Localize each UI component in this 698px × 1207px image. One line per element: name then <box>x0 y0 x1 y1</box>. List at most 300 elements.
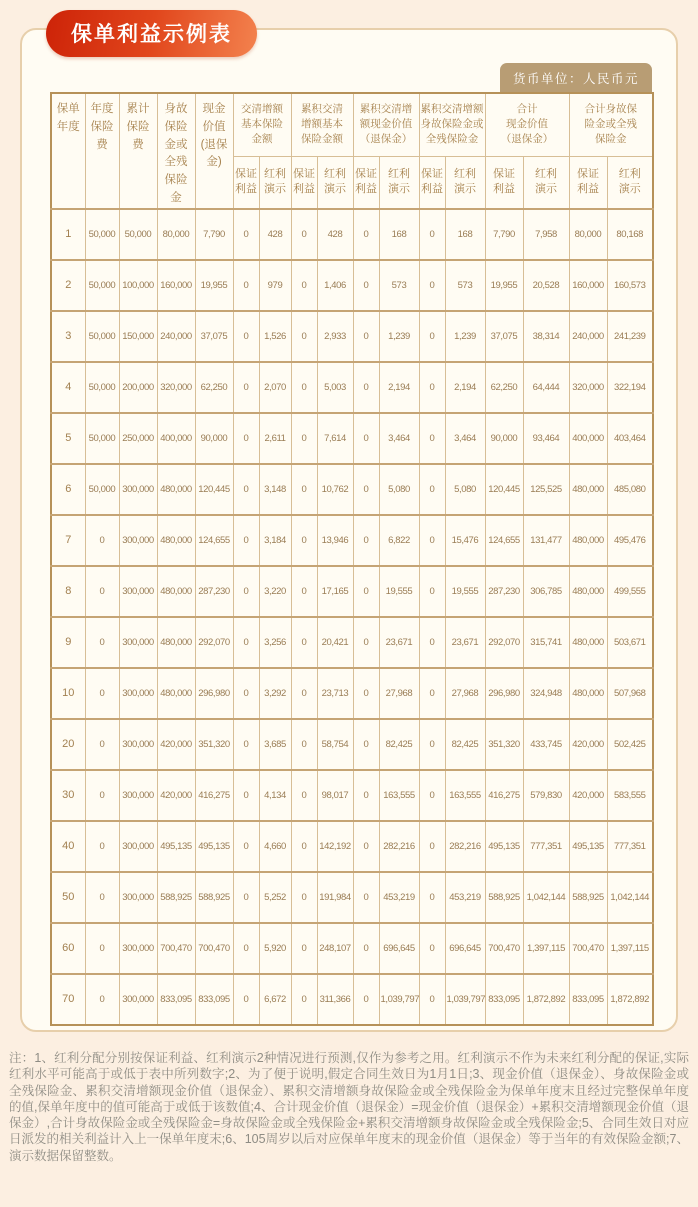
header-cumulative-premium: 累计 保险 费 <box>119 93 157 209</box>
policy-year-cell: 5 <box>51 413 85 464</box>
value-cell: 499,555 <box>607 566 653 617</box>
page <box>0 23 698 1207</box>
value-cell: 485,080 <box>607 464 653 515</box>
value-cell: 428 <box>259 209 291 260</box>
value-cell: 50,000 <box>85 362 119 413</box>
value-cell: 0 <box>353 974 379 1025</box>
value-cell: 351,320 <box>195 719 233 770</box>
policy-year-cell: 30 <box>51 770 85 821</box>
value-cell: 583,555 <box>607 770 653 821</box>
value-cell: 0 <box>353 413 379 464</box>
value-cell: 0 <box>353 668 379 719</box>
table-row <box>51 974 653 1025</box>
sub-header-cell: 红利 演示 <box>523 156 569 209</box>
header-group-cumulative-paidup-death-benefit: 累积交清增额 身故保险金或 全残保险金 <box>419 93 485 156</box>
table-row <box>51 566 653 617</box>
value-cell: 1,039,797 <box>445 974 485 1025</box>
value-cell: 292,070 <box>485 617 523 668</box>
value-cell: 62,250 <box>195 362 233 413</box>
value-cell: 315,741 <box>523 617 569 668</box>
value-cell: 0 <box>291 464 317 515</box>
value-cell: 5,080 <box>379 464 419 515</box>
page-title-badge: 保单利益示例表 <box>46 10 257 57</box>
value-cell: 1,239 <box>379 311 419 362</box>
value-cell: 1,526 <box>259 311 291 362</box>
value-cell: 0 <box>233 362 259 413</box>
value-cell: 3,256 <box>259 617 291 668</box>
value-cell: 0 <box>233 668 259 719</box>
value-cell: 480,000 <box>569 515 607 566</box>
value-cell: 0 <box>291 770 317 821</box>
value-cell: 0 <box>353 923 379 974</box>
value-cell: 7,790 <box>195 209 233 260</box>
value-cell: 0 <box>233 413 259 464</box>
value-cell: 0 <box>353 770 379 821</box>
value-cell: 4,660 <box>259 821 291 872</box>
value-cell: 588,925 <box>195 872 233 923</box>
value-cell: 292,070 <box>195 617 233 668</box>
value-cell: 420,000 <box>569 719 607 770</box>
value-cell: 480,000 <box>157 617 195 668</box>
value-cell: 696,645 <box>445 923 485 974</box>
value-cell: 4,134 <box>259 770 291 821</box>
value-cell: 5,252 <box>259 872 291 923</box>
value-cell: 300,000 <box>119 719 157 770</box>
table-row <box>51 821 653 872</box>
value-cell: 0 <box>85 668 119 719</box>
value-cell: 495,135 <box>157 821 195 872</box>
value-cell: 13,946 <box>317 515 353 566</box>
value-cell: 300,000 <box>119 821 157 872</box>
policy-year-cell: 50 <box>51 872 85 923</box>
value-cell: 50,000 <box>85 209 119 260</box>
table-row <box>51 260 653 311</box>
value-cell: 38,314 <box>523 311 569 362</box>
value-cell: 125,525 <box>523 464 569 515</box>
table-row <box>51 872 653 923</box>
value-cell: 502,425 <box>607 719 653 770</box>
value-cell: 1,042,144 <box>607 872 653 923</box>
value-cell: 300,000 <box>119 515 157 566</box>
sub-header-cell: 红利 演示 <box>259 156 291 209</box>
value-cell: 124,655 <box>485 515 523 566</box>
value-cell: 433,745 <box>523 719 569 770</box>
value-cell: 0 <box>233 974 259 1025</box>
value-cell: 82,425 <box>379 719 419 770</box>
value-cell: 0 <box>291 821 317 872</box>
value-cell: 0 <box>291 311 317 362</box>
value-cell: 403,464 <box>607 413 653 464</box>
value-cell: 100,000 <box>119 260 157 311</box>
policy-year-cell: 6 <box>51 464 85 515</box>
value-cell: 19,555 <box>379 566 419 617</box>
value-cell: 5,003 <box>317 362 353 413</box>
sub-header-cell: 保证 利益 <box>353 156 379 209</box>
value-cell: 0 <box>233 719 259 770</box>
value-cell: 0 <box>85 974 119 1025</box>
value-cell: 2,194 <box>379 362 419 413</box>
value-cell: 1,039,797 <box>379 974 419 1025</box>
value-cell: 300,000 <box>119 617 157 668</box>
table-row <box>51 464 653 515</box>
value-cell: 80,168 <box>607 209 653 260</box>
value-cell: 0 <box>85 617 119 668</box>
value-cell: 142,192 <box>317 821 353 872</box>
header-cash-value: 现金 价值 (退保 金) <box>195 93 233 209</box>
header-group-cumulative-paidup-cash-value: 累积交清增 额现金价值 （退保金） <box>353 93 419 156</box>
value-cell: 0 <box>419 872 445 923</box>
value-cell: 0 <box>419 566 445 617</box>
value-cell: 160,573 <box>607 260 653 311</box>
value-cell: 495,135 <box>195 821 233 872</box>
value-cell: 0 <box>233 515 259 566</box>
header-annual-premium: 年度 保险 费 <box>85 93 119 209</box>
value-cell: 19,555 <box>445 566 485 617</box>
value-cell: 1,397,115 <box>523 923 569 974</box>
table-row <box>51 362 653 413</box>
value-cell: 64,444 <box>523 362 569 413</box>
value-cell: 420,000 <box>569 770 607 821</box>
value-cell: 2,611 <box>259 413 291 464</box>
value-cell: 573 <box>445 260 485 311</box>
value-cell: 0 <box>233 770 259 821</box>
value-cell: 0 <box>419 413 445 464</box>
value-cell: 480,000 <box>157 566 195 617</box>
value-cell: 50,000 <box>119 209 157 260</box>
header-group-paidup-amount: 交清增额 基本保险 金额 <box>233 93 291 156</box>
policy-year-cell: 3 <box>51 311 85 362</box>
table-row <box>51 719 653 770</box>
value-cell: 0 <box>353 311 379 362</box>
value-cell: 579,830 <box>523 770 569 821</box>
value-cell: 0 <box>353 719 379 770</box>
sub-header-cell: 保证 利益 <box>485 156 523 209</box>
policy-year-cell: 1 <box>51 209 85 260</box>
value-cell: 2,070 <box>259 362 291 413</box>
value-cell: 573 <box>379 260 419 311</box>
value-cell: 241,239 <box>607 311 653 362</box>
value-cell: 0 <box>85 770 119 821</box>
value-cell: 5,080 <box>445 464 485 515</box>
value-cell: 453,219 <box>379 872 419 923</box>
value-cell: 480,000 <box>569 566 607 617</box>
value-cell: 428 <box>317 209 353 260</box>
value-cell: 420,000 <box>157 719 195 770</box>
value-cell: 0 <box>291 566 317 617</box>
value-cell: 420,000 <box>157 770 195 821</box>
value-cell: 3,464 <box>445 413 485 464</box>
value-cell: 0 <box>419 515 445 566</box>
value-cell: 287,230 <box>195 566 233 617</box>
value-cell: 833,095 <box>569 974 607 1025</box>
value-cell: 0 <box>419 719 445 770</box>
value-cell: 507,968 <box>607 668 653 719</box>
policy-year-cell: 4 <box>51 362 85 413</box>
value-cell: 300,000 <box>119 668 157 719</box>
value-cell: 282,216 <box>379 821 419 872</box>
value-cell: 50,000 <box>85 413 119 464</box>
header-group-total-cash-value: 合计 现金价值 （退保金） <box>485 93 569 156</box>
value-cell: 0 <box>419 464 445 515</box>
value-cell: 20,421 <box>317 617 353 668</box>
value-cell: 700,470 <box>195 923 233 974</box>
value-cell: 416,275 <box>485 770 523 821</box>
value-cell: 700,470 <box>157 923 195 974</box>
value-cell: 1,406 <box>317 260 353 311</box>
value-cell: 696,645 <box>379 923 419 974</box>
value-cell: 833,095 <box>485 974 523 1025</box>
value-cell: 453,219 <box>445 872 485 923</box>
table-body <box>51 209 653 1025</box>
value-cell: 0 <box>291 617 317 668</box>
value-cell: 0 <box>353 260 379 311</box>
value-cell: 0 <box>419 821 445 872</box>
value-cell: 300,000 <box>119 464 157 515</box>
value-cell: 495,135 <box>485 821 523 872</box>
value-cell: 2,933 <box>317 311 353 362</box>
value-cell: 0 <box>233 821 259 872</box>
value-cell: 0 <box>353 617 379 668</box>
value-cell: 3,464 <box>379 413 419 464</box>
value-cell: 0 <box>291 974 317 1025</box>
policy-year-cell: 2 <box>51 260 85 311</box>
value-cell: 80,000 <box>157 209 195 260</box>
value-cell: 480,000 <box>569 617 607 668</box>
value-cell: 777,351 <box>607 821 653 872</box>
value-cell: 82,425 <box>445 719 485 770</box>
value-cell: 248,107 <box>317 923 353 974</box>
value-cell: 124,655 <box>195 515 233 566</box>
value-cell: 3,685 <box>259 719 291 770</box>
sub-header-cell: 红利 演示 <box>317 156 353 209</box>
footnotes: 注：1、红利分配分别按保证利益、红利演示2种情况进行预测,仅作为参考之用。红利演示不作为未来红利分配的保证,实际红利水平可能高于或低于表中所列数字;2、为了便于说明,假定合同生效日为1月1日;3、现金价值（退保金）、身故保险金或全残保险金、累积交清增额现金价值（退保金）、累积交清增额身故保险金或全残保险金为保单年度末且经过完整保单年度的值,保单年度中的值可能高于或低于该数值;4、合计现金价值（退保金）=现金价值（退保金）+累积交清增额现金价值（退保金）,合计身故保险金或全残保险金=身故保险金或全残保险金+累积交清增额身故保险金或全残保险金;5、合同生效日对应日派发的相关利益计入上一保单年度末;6、105周岁以后对应保单年度末的现金价值（退保金）等于当年的有效保险金额;7、演示数据保留整数。 <box>9 1051 689 1163</box>
value-cell: 0 <box>85 719 119 770</box>
value-cell: 0 <box>85 566 119 617</box>
value-cell: 0 <box>419 617 445 668</box>
value-cell: 416,275 <box>195 770 233 821</box>
value-cell: 700,470 <box>485 923 523 974</box>
value-cell: 37,075 <box>485 311 523 362</box>
value-cell: 2,194 <box>445 362 485 413</box>
table-row <box>51 209 653 260</box>
sub-header-cell: 保证 利益 <box>233 156 259 209</box>
value-cell: 0 <box>85 872 119 923</box>
policy-year-cell: 8 <box>51 566 85 617</box>
value-cell: 3,184 <box>259 515 291 566</box>
value-cell: 160,000 <box>569 260 607 311</box>
value-cell: 0 <box>85 923 119 974</box>
table-row <box>51 413 653 464</box>
value-cell: 1,872,892 <box>607 974 653 1025</box>
value-cell: 37,075 <box>195 311 233 362</box>
value-cell: 7,958 <box>523 209 569 260</box>
value-cell: 163,555 <box>445 770 485 821</box>
value-cell: 0 <box>419 362 445 413</box>
value-cell: 58,754 <box>317 719 353 770</box>
value-cell: 163,555 <box>379 770 419 821</box>
benefit-table <box>50 92 654 1026</box>
value-cell: 300,000 <box>119 872 157 923</box>
policy-year-cell: 70 <box>51 974 85 1025</box>
table-area <box>50 72 652 1026</box>
header-policy-year: 保单 年度 <box>51 93 85 209</box>
value-cell: 240,000 <box>569 311 607 362</box>
table-row <box>51 311 653 362</box>
value-cell: 300,000 <box>119 770 157 821</box>
value-cell: 0 <box>419 923 445 974</box>
value-cell: 300,000 <box>119 923 157 974</box>
value-cell: 3,292 <box>259 668 291 719</box>
sub-header-cell: 红利 演示 <box>607 156 653 209</box>
value-cell: 191,984 <box>317 872 353 923</box>
value-cell: 1,872,892 <box>523 974 569 1025</box>
value-cell: 1,042,144 <box>523 872 569 923</box>
value-cell: 0 <box>233 923 259 974</box>
value-cell: 0 <box>233 566 259 617</box>
value-cell: 0 <box>85 515 119 566</box>
policy-year-cell: 60 <box>51 923 85 974</box>
value-cell: 0 <box>419 260 445 311</box>
value-cell: 80,000 <box>569 209 607 260</box>
value-cell: 503,671 <box>607 617 653 668</box>
value-cell: 0 <box>85 821 119 872</box>
value-cell: 19,955 <box>195 260 233 311</box>
value-cell: 6,822 <box>379 515 419 566</box>
value-cell: 0 <box>419 974 445 1025</box>
policy-year-cell: 7 <box>51 515 85 566</box>
value-cell: 0 <box>353 515 379 566</box>
value-cell: 0 <box>233 260 259 311</box>
value-cell: 480,000 <box>569 668 607 719</box>
value-cell: 50,000 <box>85 260 119 311</box>
value-cell: 588,925 <box>157 872 195 923</box>
value-cell: 160,000 <box>157 260 195 311</box>
value-cell: 3,148 <box>259 464 291 515</box>
value-cell: 23,713 <box>317 668 353 719</box>
value-cell: 0 <box>291 413 317 464</box>
value-cell: 324,948 <box>523 668 569 719</box>
value-cell: 5,920 <box>259 923 291 974</box>
value-cell: 23,671 <box>379 617 419 668</box>
table-row <box>51 770 653 821</box>
value-cell: 0 <box>291 872 317 923</box>
value-cell: 287,230 <box>485 566 523 617</box>
value-cell: 0 <box>233 464 259 515</box>
value-cell: 200,000 <box>119 362 157 413</box>
value-cell: 480,000 <box>569 464 607 515</box>
table-row <box>51 515 653 566</box>
value-cell: 480,000 <box>157 515 195 566</box>
header-death-benefit: 身故 保险 金或 全残 保险 金 <box>157 93 195 209</box>
value-cell: 400,000 <box>569 413 607 464</box>
value-cell: 0 <box>291 362 317 413</box>
sub-header-cell: 保证 利益 <box>569 156 607 209</box>
value-cell: 7,614 <box>317 413 353 464</box>
value-cell: 120,445 <box>485 464 523 515</box>
value-cell: 0 <box>353 362 379 413</box>
value-cell: 0 <box>291 923 317 974</box>
value-cell: 6,672 <box>259 974 291 1025</box>
value-cell: 3,220 <box>259 566 291 617</box>
value-cell: 19,955 <box>485 260 523 311</box>
value-cell: 50,000 <box>85 464 119 515</box>
sub-header-cell: 保证 利益 <box>291 156 317 209</box>
value-cell: 495,476 <box>607 515 653 566</box>
value-cell: 20,528 <box>523 260 569 311</box>
header-group-cumulative-paidup-amount: 累积交清 增额基本 保险金额 <box>291 93 353 156</box>
value-cell: 300,000 <box>119 566 157 617</box>
value-cell: 0 <box>233 617 259 668</box>
value-cell: 480,000 <box>157 668 195 719</box>
value-cell: 120,445 <box>195 464 233 515</box>
value-cell: 0 <box>419 209 445 260</box>
value-cell: 296,980 <box>485 668 523 719</box>
value-cell: 0 <box>291 260 317 311</box>
value-cell: 0 <box>291 668 317 719</box>
policy-year-cell: 10 <box>51 668 85 719</box>
table-row <box>51 617 653 668</box>
value-cell: 17,165 <box>317 566 353 617</box>
value-cell: 0 <box>419 770 445 821</box>
value-cell: 15,476 <box>445 515 485 566</box>
value-cell: 0 <box>233 311 259 362</box>
value-cell: 322,194 <box>607 362 653 413</box>
value-cell: 0 <box>353 872 379 923</box>
value-cell: 300,000 <box>119 974 157 1025</box>
value-cell: 0 <box>353 209 379 260</box>
value-cell: 400,000 <box>157 413 195 464</box>
value-cell: 0 <box>353 464 379 515</box>
value-cell: 777,351 <box>523 821 569 872</box>
sub-header-cell: 红利 演示 <box>379 156 419 209</box>
value-cell: 588,925 <box>485 872 523 923</box>
sub-header-cell: 红利 演示 <box>445 156 485 209</box>
value-cell: 311,366 <box>317 974 353 1025</box>
value-cell: 833,095 <box>157 974 195 1025</box>
value-cell: 90,000 <box>485 413 523 464</box>
value-cell: 296,980 <box>195 668 233 719</box>
policy-year-cell: 9 <box>51 617 85 668</box>
value-cell: 90,000 <box>195 413 233 464</box>
value-cell: 495,135 <box>569 821 607 872</box>
value-cell: 0 <box>353 566 379 617</box>
table-row <box>51 668 653 719</box>
value-cell: 0 <box>419 311 445 362</box>
sub-header-cell: 保证 利益 <box>419 156 445 209</box>
policy-year-cell: 40 <box>51 821 85 872</box>
value-cell: 0 <box>233 872 259 923</box>
header-group-row <box>51 93 653 156</box>
value-cell: 10,762 <box>317 464 353 515</box>
value-cell: 1,239 <box>445 311 485 362</box>
value-cell: 0 <box>291 209 317 260</box>
value-cell: 320,000 <box>157 362 195 413</box>
value-cell: 480,000 <box>157 464 195 515</box>
currency-unit-badge: 货币单位：人民币元 <box>500 63 652 92</box>
value-cell: 1,397,115 <box>607 923 653 974</box>
value-cell: 27,968 <box>445 668 485 719</box>
value-cell: 23,671 <box>445 617 485 668</box>
value-cell: 131,477 <box>523 515 569 566</box>
value-cell: 0 <box>291 719 317 770</box>
value-cell: 0 <box>291 515 317 566</box>
value-cell: 7,790 <box>485 209 523 260</box>
table-row <box>51 923 653 974</box>
value-cell: 306,785 <box>523 566 569 617</box>
value-cell: 700,470 <box>569 923 607 974</box>
value-cell: 0 <box>353 821 379 872</box>
value-cell: 588,925 <box>569 872 607 923</box>
